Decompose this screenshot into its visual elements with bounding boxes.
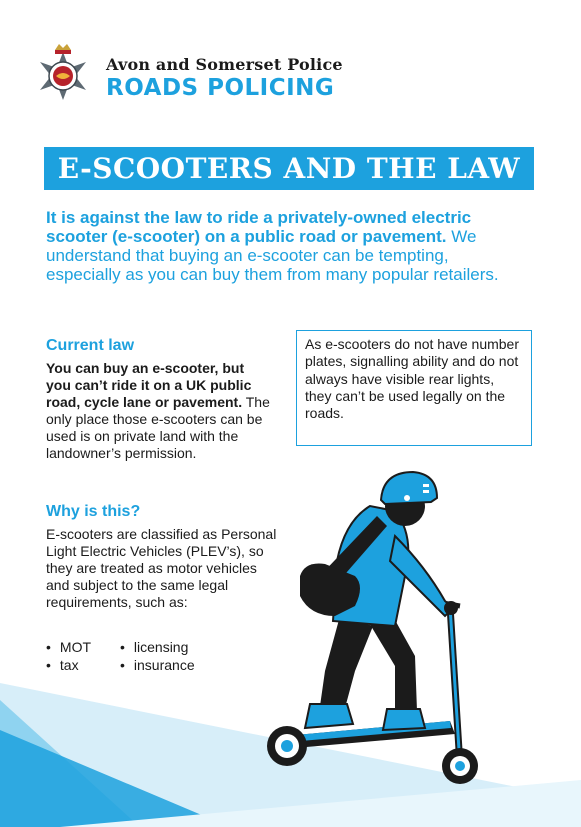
list-item: • tax [46, 656, 120, 674]
current-law-heading: Current law [46, 337, 135, 354]
intro-paragraph [46, 208, 516, 284]
org-unit: ROADS POLICING [106, 75, 335, 101]
current-law-text [46, 360, 272, 462]
intro-regular: We understand that buying an e-scooter can be tempting, especially as you can buy them from many popular retailers. [46, 227, 499, 284]
requirements-list [46, 638, 194, 674]
intro-bold: It is against the law to ride a privately-owned electric scooter (e-scooter) on a public road or pavement. [46, 208, 472, 246]
org-name: Avon and Somerset Police [106, 55, 343, 74]
police-crest-icon [28, 40, 98, 110]
page-title: E-SCOOTERS AND THE LAW [44, 147, 534, 190]
requirements-col-1 [46, 638, 120, 674]
list-item: • insurance [120, 656, 194, 674]
why-text: E-scooters are classified as Personal Light Electric Vehicles (PLEV’s), so they are treated as motor vehicles and subject to the same legal requirements, such as: [46, 526, 277, 610]
current-law-bold: You can buy an e-scooter, but you can’t ride it on a UK public road, cycle lane or pavement. [46, 360, 252, 410]
header [28, 40, 343, 110]
list-item: • MOT [46, 638, 120, 656]
current-law-regular: The only place those e-scooters can be used is on private land with the landowner’s permission. [46, 394, 270, 461]
requirements-col-2 [120, 638, 194, 674]
why-heading: Why is this? [46, 503, 141, 520]
list-item: • licensing [120, 638, 194, 656]
e-scooter-rider-illustration [255, 466, 485, 786]
callout-box: As e-scooters do not have number plates, signalling ability and do not always have visible rear lights, they can’t be used legally on the roads. [296, 330, 532, 446]
